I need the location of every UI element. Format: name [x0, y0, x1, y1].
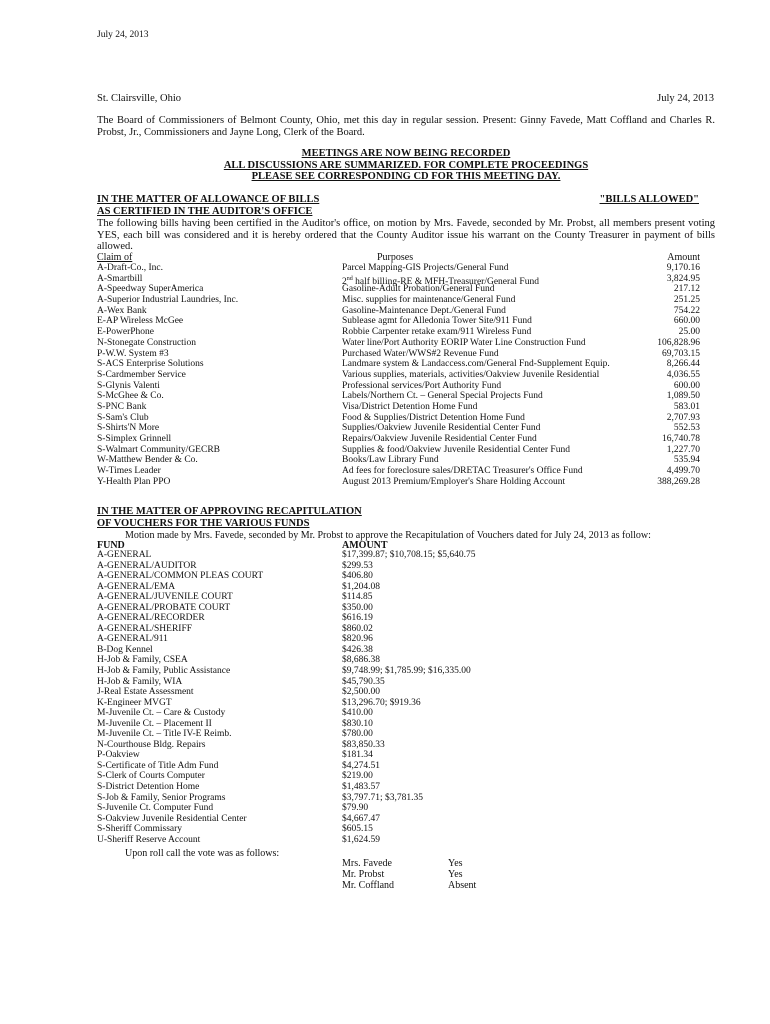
fund-row [97, 677, 715, 688]
bill-claimant: Y-Health Plan PPO [97, 476, 171, 487]
bill-purpose: Professional services/Port Authority Fund [342, 380, 502, 391]
fund-amount: $1,624.59 [342, 834, 380, 845]
fund-name: A-GENERAL/RECORDER [97, 613, 205, 624]
col-amount: Amount [667, 252, 700, 263]
fund-name: N-Courthouse Bldg. Repairs [97, 739, 206, 750]
fund-name: P-Oakview [97, 750, 140, 761]
bill-purpose: Supplies/Oakview Juvenile Residential Center Fund [342, 423, 541, 434]
fund-row [97, 550, 715, 561]
bills-table [97, 263, 715, 487]
recap-motion: Motion made by Mrs. Favede, seconded by Mr. Probst to approve the Recapitulation of Vouchers dated for July 24, 2013 as follow: [125, 530, 651, 541]
bill-claimant: S-McGhee & Co. [97, 391, 164, 402]
bill-row [97, 445, 715, 456]
fund-row [97, 624, 715, 635]
bill-row [97, 274, 715, 285]
vote-value: Yes [448, 858, 463, 869]
bill-purpose: Food & Supplies/District Detention Home Fund [342, 412, 525, 423]
bill-row [97, 381, 715, 392]
fund-name: B-Dog Kennel [97, 644, 153, 655]
fund-row [97, 603, 715, 614]
bill-row [97, 391, 715, 402]
fund-amount: $410.00 [342, 708, 373, 719]
fund-name: A-GENERAL/911 [97, 634, 168, 645]
fund-row [97, 634, 715, 645]
voter-name: Mr. Coffland [342, 880, 395, 891]
fund-amount: $350.00 [342, 602, 373, 613]
roll-call-text: Upon roll call the vote was as follows: [125, 848, 280, 859]
bill-purpose: Water line/Port Authority EORIP Water Line Construction Fund [342, 337, 586, 348]
fund-name: A-GENERAL/EMA [97, 581, 176, 592]
bill-amount: 660.00 [673, 316, 700, 327]
fund-amount: $4,274.51 [342, 760, 380, 771]
bill-row [97, 349, 715, 360]
bills-heading-line-1: IN THE MATTER OF ALLOWANCE OF BILLS [97, 194, 320, 205]
fund-row [97, 782, 715, 793]
fund-row [97, 750, 715, 761]
fund-amount: $79.90 [342, 803, 369, 814]
fund-amount: $219.00 [342, 771, 373, 782]
bill-amount: 25.00 [678, 327, 700, 338]
fund-row [97, 645, 715, 656]
bills-allowed-label: "BILLS ALLOWED" [599, 194, 699, 205]
bill-row [97, 477, 715, 488]
place-date-line [97, 93, 714, 104]
fund-row [97, 719, 715, 730]
bill-row [97, 263, 715, 274]
voter-name: Mr. Probst [342, 869, 385, 880]
bill-purpose: Ad fees for foreclosure sales/DRETAC Treasurer's Office Fund [342, 466, 583, 477]
bill-purpose: Parcel Mapping-GIS Projects/General Fund [342, 263, 509, 273]
bill-row [97, 284, 715, 295]
fund-row [97, 666, 715, 677]
bill-claimant: E-PowerPhone [97, 327, 154, 338]
vote-row [342, 880, 542, 891]
fund-amount: $406.80 [342, 571, 373, 582]
bill-purpose: Landmare system & Landaccess.com/General Fnd-Supplement Equip. [342, 359, 610, 370]
bill-row [97, 327, 715, 338]
bill-purpose: Labels/Northern Ct. – General Special Projects Fund [342, 391, 543, 402]
fund-name: U-Sheriff Reserve Account [97, 834, 201, 845]
bill-claimant: S-Shirts'N More [97, 423, 160, 434]
fund-row [97, 761, 715, 772]
fund-name: H-Job & Family, WIA [97, 676, 183, 687]
bill-amount: 2,707.93 [666, 412, 700, 423]
bill-amount: 251.25 [673, 295, 700, 306]
notice-line-3: PLEASE SEE CORRESPONDING CD FOR THIS MEETING DAY. [251, 171, 561, 182]
fund-row [97, 729, 715, 740]
bill-row [97, 402, 715, 413]
fund-name: S-Oakview Juvenile Residential Center [97, 813, 247, 824]
fund-row [97, 655, 715, 666]
fund-name: S-Sheriff Commissary [97, 824, 183, 835]
fund-amount: $1,204.08 [342, 581, 380, 592]
bill-row [97, 434, 715, 445]
fund-amount: $830.10 [342, 718, 373, 729]
fund-amount: $3,797.71; $3,781.35 [342, 792, 424, 803]
fund-row [97, 592, 715, 603]
fund-row [97, 561, 715, 572]
fund-amount: $114.85 [342, 592, 373, 603]
bill-row [97, 359, 715, 370]
bill-amount: 217.12 [673, 284, 700, 295]
fund-amount: $9,748.99; $1,785.99; $16,335.00 [342, 666, 471, 677]
fund-row [97, 814, 715, 825]
bills-table-header [97, 252, 715, 263]
intro-paragraph: The Board of Commissioners of Belmont County, Ohio, met this day in regular session. Present: Ginny Favede, Matt Coffland and Charles R. Probst, Jr., Commissioners and Jayne Long, Clerk of the Board. [97, 115, 715, 138]
vote-row [342, 858, 542, 869]
bill-amount: 1,227.70 [666, 444, 700, 455]
fund-name: A-GENERAL/SHERIFF [97, 623, 193, 634]
col-fund-amount: AMOUNT [342, 540, 388, 551]
fund-row [97, 793, 715, 804]
header-date: July 24, 2013 [97, 30, 149, 40]
bill-purpose: Various supplies, materials, activities/Oakview Juvenile Residential [342, 369, 600, 380]
fund-amount: $8,686.38 [342, 655, 380, 666]
fund-amount: $820.96 [342, 634, 373, 645]
bill-row [97, 370, 715, 381]
fund-amount: $181.34 [342, 750, 373, 761]
funds-table [97, 550, 715, 845]
fund-name: M-Juvenile Ct. – Placement II [97, 718, 212, 729]
bills-heading-line-2: AS CERTIFIED IN THE AUDITOR'S OFFICE [97, 205, 313, 217]
fund-name: J-Real Estate Assessment [97, 687, 194, 698]
bill-amount: 69,703.15 [662, 348, 700, 359]
fund-amount: $780.00 [342, 729, 373, 740]
fund-name: K-Engineer MVGT [97, 697, 172, 708]
fund-row [97, 582, 715, 593]
fund-name: S-Clerk of Courts Computer [97, 771, 205, 782]
vote-row [342, 869, 542, 880]
fund-row [97, 687, 715, 698]
fund-row [97, 571, 715, 582]
bill-amount: 106,828.96 [657, 337, 700, 348]
fund-name: A-GENERAL [97, 550, 152, 560]
bill-amount: 4,499.70 [666, 466, 700, 477]
fund-name: M-Juvenile Ct. – Care & Custody [97, 708, 226, 719]
fund-amount: $616.19 [342, 613, 373, 624]
bill-row [97, 466, 715, 477]
bill-claimant: A-Speedway SuperAmerica [97, 284, 204, 295]
bill-purpose: Gasoline-Maintenance Dept./General Fund [342, 305, 506, 316]
meeting-location: St. Clairsville, Ohio [97, 93, 181, 104]
notice-line-2: ALL DISCUSSIONS ARE SUMMARIZED. FOR COMPLETE PROCEEDINGS [223, 159, 589, 171]
fund-amount: $299.53 [342, 560, 373, 571]
fund-amount: $426.38 [342, 644, 373, 655]
fund-amount: $17,399.87; $10,708.15; $5,640.75 [342, 550, 476, 560]
bill-purpose: 2nd half billing-RE & MFH-Treasurer/General Fund [342, 275, 539, 287]
bill-amount: 16,740.78 [662, 434, 700, 444]
fund-row [97, 771, 715, 782]
bill-row [97, 338, 715, 349]
bill-claimant: W-Times Leader [97, 466, 161, 477]
bill-claimant: S-Simplex Grinnell [97, 434, 172, 444]
bill-amount: 4,036.55 [666, 369, 700, 380]
bill-purpose: Robbie Carpenter retake exam/911 Wireless Fund [342, 327, 532, 338]
bill-purpose: Gasoline-Adult Probation/General Fund [342, 284, 495, 295]
fund-row [97, 803, 715, 814]
fund-row [97, 708, 715, 719]
fund-name: A-GENERAL/AUDITOR [97, 560, 197, 571]
bill-amount: 754.22 [673, 305, 700, 316]
bill-claimant: N-Stonegate Construction [97, 337, 196, 348]
fund-name: A-GENERAL/COMMON PLEAS COURT [97, 571, 264, 582]
meeting-date: July 24, 2013 [657, 93, 714, 104]
bill-claimant: S-Walmart Community/GECRB [97, 444, 220, 455]
bill-claimant: S-Sam's Club [97, 412, 149, 423]
vote-value: Yes [448, 869, 463, 880]
fund-amount: $1,483.57 [342, 782, 380, 793]
vote-value: Absent [448, 880, 477, 891]
bill-amount: 552.53 [673, 423, 700, 434]
bill-purpose: Books/Law Library Fund [342, 455, 439, 466]
bill-amount: 3,824.95 [666, 273, 700, 284]
bill-purpose: Misc. supplies for maintenance/General Fund [342, 295, 516, 306]
recap-heading-line-1: IN THE MATTER OF APPROVING RECAPITULATION [97, 506, 362, 517]
bills-paragraph: The following bills having been certified in the Auditor's office, on motion by Mrs. Favede, seconded by Mr. Probst, all members present voting YES, each bill was considered and it is hereby ordered that the County Auditor issue his warrant on the County Treasurer in payment of bills allowed. [97, 218, 715, 252]
fund-name: S-Job & Family, Senior Programs [97, 792, 226, 803]
bill-claimant: P-W.W. System #3 [97, 348, 169, 359]
bill-purpose: Supplies & food/Oakview Juvenile Residential Center Fund [342, 444, 570, 455]
notice-line-1: MEETINGS ARE NOW BEING RECORDED [301, 148, 511, 159]
bill-purpose: Visa/District Detention Home Fund [342, 401, 478, 412]
fund-name: M-Juvenile Ct. – Title IV-E Reimb. [97, 729, 232, 740]
fund-row [97, 740, 715, 751]
fund-name: S-District Detention Home [97, 782, 200, 793]
bill-row [97, 306, 715, 317]
bill-purpose: Purchased Water/WWS#2 Revenue Fund [342, 348, 499, 359]
bill-row [97, 455, 715, 466]
bill-amount: 1,089.50 [666, 391, 700, 402]
bill-claimant: S-Glynis Valenti [97, 380, 160, 391]
bill-claimant: S-PNC Bank [97, 401, 147, 412]
bill-purpose: August 2013 Premium/Employer's Share Holding Account [342, 476, 566, 487]
fund-name: S-Certificate of Title Adm Fund [97, 760, 219, 771]
recording-notice [97, 148, 715, 183]
fund-amount: $13,296.70; $919.36 [342, 697, 421, 708]
vote-table [342, 858, 542, 891]
bill-claimant: S-ACS Enterprise Solutions [97, 359, 204, 370]
bill-amount: 9,170.16 [666, 263, 700, 273]
bill-claimant: A-Wex Bank [97, 305, 147, 316]
bill-claimant: A-Draft-Co., Inc. [97, 263, 163, 273]
bill-purpose: Sublease agmt for Alledonia Tower Site/911 Fund [342, 316, 532, 327]
fund-amount: $4,667.47 [342, 813, 380, 824]
fund-amount: $83,850.33 [342, 739, 385, 750]
bill-amount: 535.94 [673, 455, 700, 466]
bill-claimant: E-AP Wireless McGee [97, 316, 184, 327]
bill-amount: 8,266.44 [666, 359, 700, 370]
recap-section-heading [97, 506, 715, 529]
fund-name: A-GENERAL/JUVENILE COURT [97, 592, 233, 603]
bill-row [97, 423, 715, 434]
bill-row [97, 316, 715, 327]
bill-claimant: S-Cardmember Service [97, 369, 186, 380]
bill-amount: 600.00 [673, 380, 700, 391]
fund-row [97, 824, 715, 835]
fund-amount: $860.02 [342, 623, 373, 634]
fund-name: H-Job & Family, CSEA [97, 655, 188, 666]
bill-amount: 388,269.28 [657, 476, 700, 487]
bill-claimant: A-Superior Industrial Laundries, Inc. [97, 295, 239, 306]
fund-row [97, 835, 715, 846]
bill-row [97, 413, 715, 424]
fund-name: S-Juvenile Ct. Computer Fund [97, 803, 214, 814]
col-claim-of: Claim of [97, 252, 133, 263]
bill-claimant: A-Smartbill [97, 273, 143, 284]
voter-name: Mrs. Favede [342, 858, 392, 869]
col-fund: FUND [97, 540, 125, 551]
bills-section-heading [97, 194, 715, 217]
fund-amount: $605.15 [342, 824, 373, 835]
bill-purpose: Repairs/Oakview Juvenile Residential Center Fund [342, 434, 537, 444]
fund-amount: $2,500.00 [342, 687, 380, 698]
col-purposes: Purposes [377, 252, 414, 263]
bill-amount: 583.01 [673, 401, 700, 412]
bill-claimant: W-Matthew Bender & Co. [97, 455, 198, 466]
fund-name: A-GENERAL/PROBATE COURT [97, 602, 231, 613]
fund-row [97, 613, 715, 624]
fund-row [97, 698, 715, 709]
bill-row [97, 295, 715, 306]
fund-amount: $45,790.35 [342, 676, 385, 687]
recap-heading-line-2: OF VOUCHERS FOR THE VARIOUS FUNDS [97, 517, 310, 529]
fund-name: H-Job & Family, Public Assistance [97, 666, 231, 677]
